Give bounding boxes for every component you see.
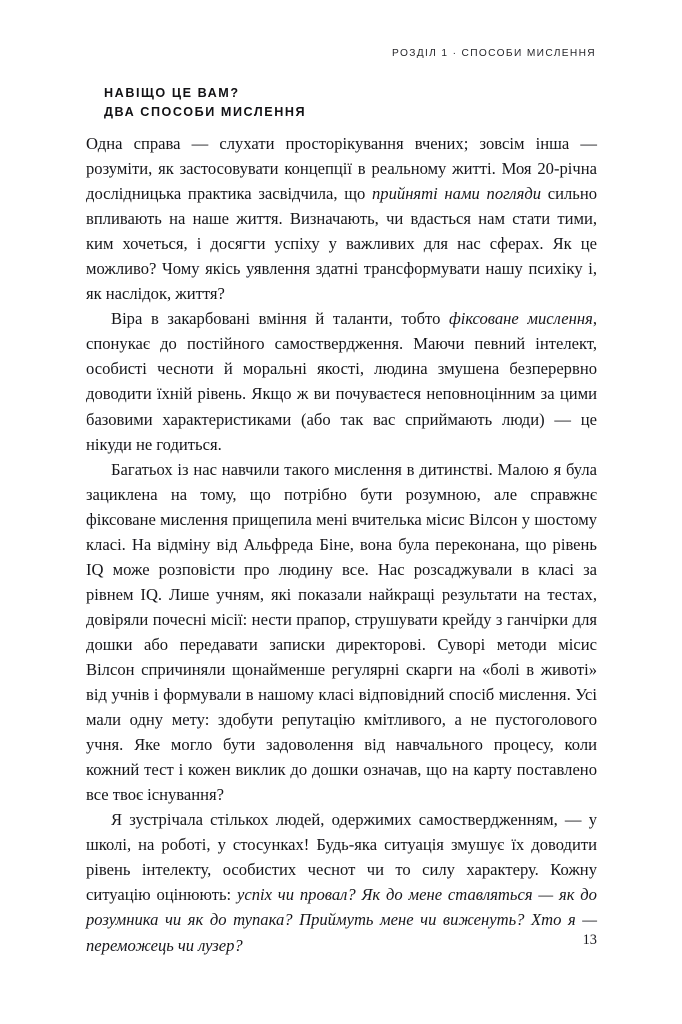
paragraph: Багатьох із нас навчили такого мислення в дитинстві. Малою я була зациклена на тому, що потрібно бути розумною, але справжнє фіксоване мислення прищепила мені вчителька місис Вілсон у шостому класі. На відміну від Альфреда Біне, вона була переконана, що рівень IQ може розповісти про людину все. Нас розсаджували в класі за рівнем IQ. Лише учням, які показали найкращі результати на тестах, довіряли почесні місії: нести прапор, струшувати крейду з ганчірки для дошки або передавати записки директорові. Суворі методи місис Вілсон спричиняли щонайменше регулярні скарги на «болі в животі» від учнів і формували в нашому класі відповідний спосіб мислення. Усі мали одну мету: здобути репутацію кмітливого, а не пустоголового учня. Яке могло бути задоволення від навчального процесу, коли кожний тест і кожен виклик до дошки означав, що на карту поставлено все твоє існування?	[86, 459, 597, 805]
page-number-text: 13	[582, 932, 597, 948]
paragraph: Я зустрічала стількох людей, одержимих самоствердженням, — у школі, на роботі, у стосунках! Будь-яка ситуація змушує їх доводити рівень інтелекту, особистих чеснот чи то силу характеру. Кожну ситуацію оцінюють: успіх чи провал? Як до мене ставляться — як до розумника чи як до тупака? Приймуть мене чи виженуть? Хто я — переможець чи лузер?	[86, 810, 597, 955]
heading-line-2: ДВА СПОСОБИ МИСЛЕННЯ	[104, 105, 307, 120]
running-head	[86, 48, 596, 59]
heading-line-1: НАВІЩО ЦЕ ВАМ?	[104, 86, 240, 100]
body-text	[86, 131, 597, 958]
paragraph: Віра в закарбовані вміння й таланти, тобто фіксоване мислення, спонукає до постійного самоствердження. Маючи певний інтелект, особисті чесноти й моральні якості, людина змушена безперервно доводити їхній рівень. Якщо ж ви почуваєтеся неповноцінним за цими базовими характеристиками (або так вас сприймають люди) — це нікуди не годиться.	[86, 309, 597, 454]
running-head-text: РОЗДІЛ 1 · СПОСОБИ МИСЛЕННЯ	[392, 48, 596, 59]
page-number	[86, 932, 597, 949]
paragraph: Одна справа — слухати просторікування вчених; зовсім інша — розуміти, як застосовувати концепції в реальному житті. Моя 20-річна дослідницька практика засвідчила, що прийняті нами погляди сильно впливають на наше життя. Визначають, чи вдасться нам стати тими, ким хочеться, і досягти успіху у важливих для нас сферах. Як це можливо? Чому якісь уявлення здатні трансформувати нашу психіку і, як наслідок, життя?	[86, 134, 598, 304]
page-title	[104, 84, 596, 123]
